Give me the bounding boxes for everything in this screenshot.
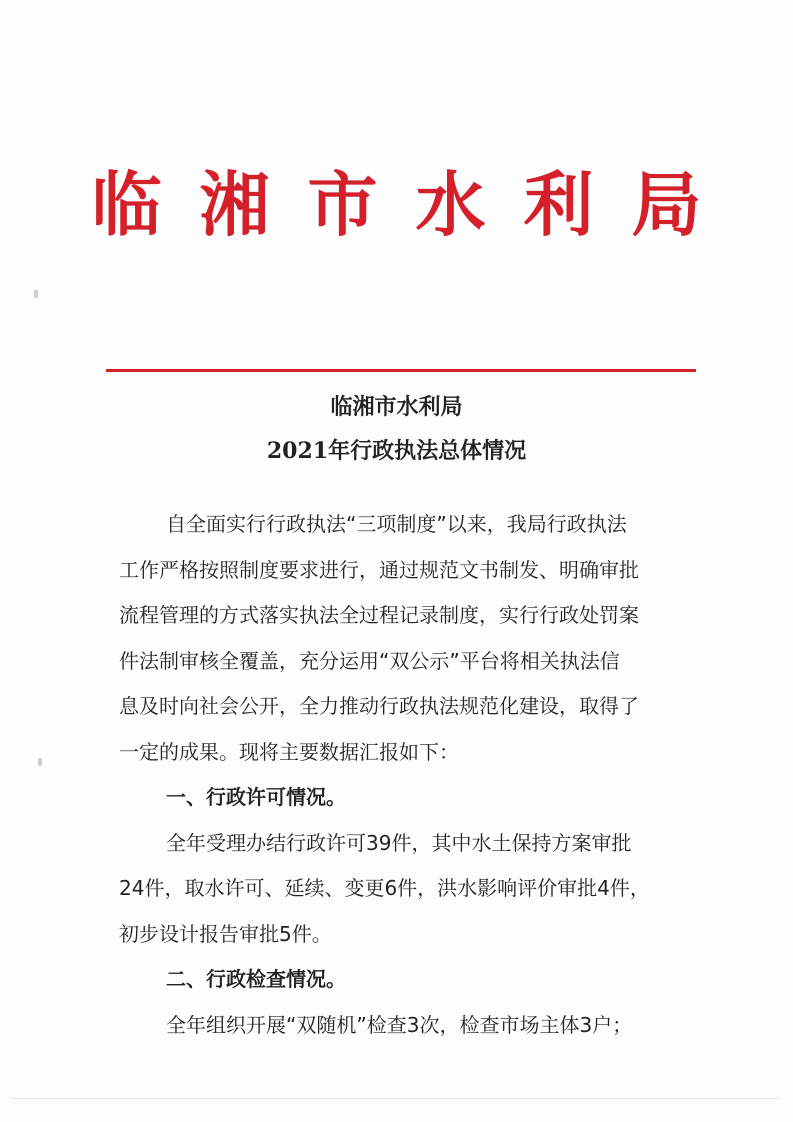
intro-line: 工作严格按照制度要求进行，通过规范文书制发、明确审批 <box>119 558 639 582</box>
section-heading: 一、行政许可情况。 <box>166 785 346 809</box>
intro-line: 息及时向社会公开，全力推动行政执法规范化建设，取得了 <box>119 694 639 718</box>
document-title-line-1: 临湘市水利局 <box>330 394 463 420</box>
intro-line: 一定的成果。现将主要数据汇报如下： <box>119 740 459 764</box>
scan-mark <box>34 290 38 298</box>
red-header-banner: 临湘市水利局 <box>91 163 740 246</box>
intro-line: 自全面实行行政执法“三项制度”以来，我局行政执法 <box>166 512 627 536</box>
section-line: 初步设计报告审批5件。 <box>119 922 332 946</box>
section-line: 24件，取水许可、延续、变更6件，洪水影响评价审批4件， <box>119 876 650 900</box>
red-divider-line <box>106 369 696 372</box>
scan-mark <box>38 758 42 766</box>
intro-line: 流程管理的方式落实执法全过程记录制度，实行行政处罚案 <box>119 603 639 627</box>
scan-edge-line <box>10 1098 780 1099</box>
document-title-line-2: 2021年行政执法总体情况 <box>266 438 527 464</box>
intro-line: 件法制审核全覆盖，充分运用“双公示”平台将相关执法信 <box>119 649 620 673</box>
section-line: 全年受理办结行政许可39件，其中水土保持方案审批 <box>166 831 632 855</box>
section-line: 全年组织开展“双随机”检查3次，检查市场主体3户； <box>166 1013 633 1037</box>
section-heading: 二、行政检查情况。 <box>166 967 346 991</box>
